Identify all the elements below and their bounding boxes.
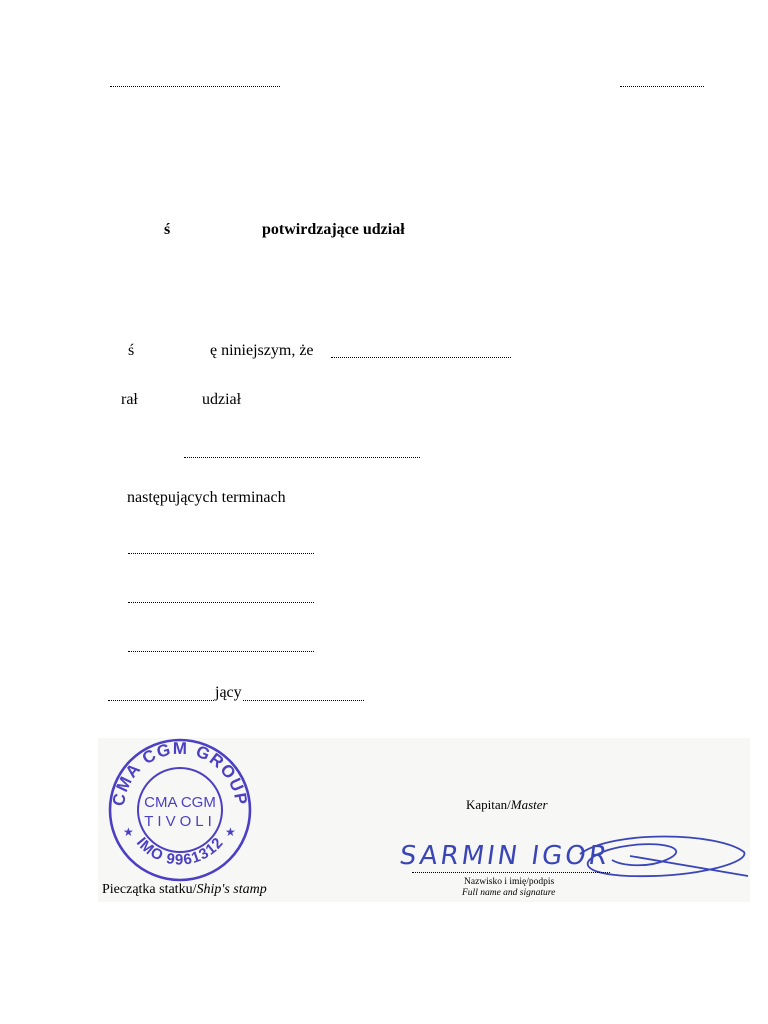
date-dotted-line-1 <box>128 553 314 554</box>
date-dotted-line-2 <box>128 602 314 603</box>
ship-stamp-label-en: Ship's stamp <box>196 882 267 897</box>
stamp-star-left-icon: ★ <box>123 825 134 839</box>
top-right-dotted-line <box>620 86 704 87</box>
event-dotted-line <box>184 457 420 458</box>
line2-fragment-b: udział <box>202 391 242 408</box>
master-label <box>466 797 548 813</box>
line2-fragment-a: rał <box>121 391 138 408</box>
ship-stamp-label-pl: Pieczątka statku/ <box>102 882 197 897</box>
line1-fragment-b: ę niniejszym, że <box>210 342 314 359</box>
stamp-outer-bottom-text: IMO 9961312 <box>132 834 228 869</box>
stamp-inner-line-1: CMA CGM <box>144 794 216 811</box>
name-dotted-line <box>331 357 511 358</box>
ship-stamp-label <box>102 882 267 898</box>
ship-stamp <box>104 738 256 882</box>
title-fragment-1: ś <box>164 221 171 238</box>
name-signature-label: Nazwisko i imię/podpis <box>464 877 555 887</box>
stamp-inner-line-2: TIVOLI <box>144 813 216 830</box>
name-signature-label-en: Full name and signature <box>462 888 556 898</box>
master-signature <box>398 826 750 888</box>
line1-fragment-a: ś <box>128 342 135 359</box>
stamp-outer-top-text: CMA CGM GROUP <box>108 738 252 808</box>
handwritten-name: SARMIN IGOR <box>398 841 612 871</box>
date-dotted-line-3 <box>128 651 314 652</box>
signature-dotted-line <box>412 872 610 873</box>
stamp-star-right-icon: ★ <box>225 825 236 839</box>
line8-fragment: jący <box>215 684 242 701</box>
master-label-en: Master <box>510 797 548 812</box>
document-title: potwirdzające udział <box>262 221 405 238</box>
master-label-pl: Kapitan/ <box>466 797 511 812</box>
terms-label: następujących terminach <box>127 489 286 506</box>
place-date-dotted-line <box>110 86 280 87</box>
